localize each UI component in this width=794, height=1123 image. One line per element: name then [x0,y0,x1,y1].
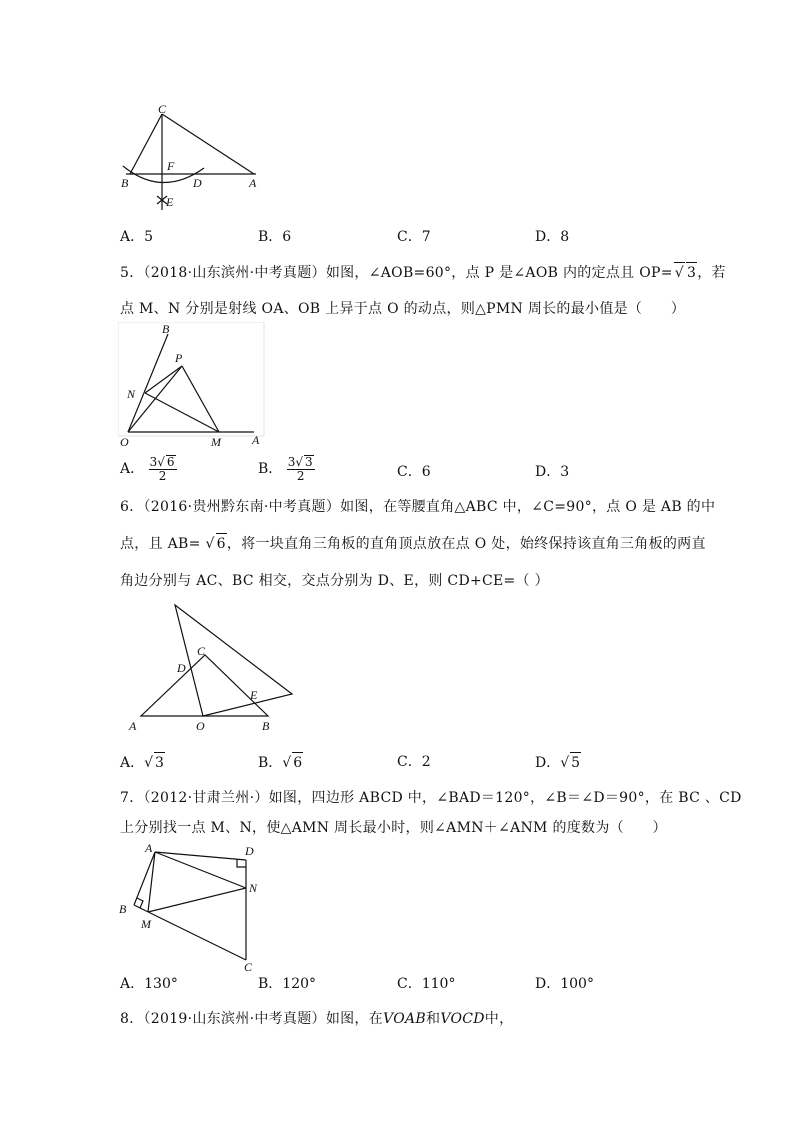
q6-triangle-ABC [141,655,268,716]
q7-line-MN [148,888,246,912]
q6-option-c[interactable]: C．2 [397,754,431,770]
q7-label-A: A [145,842,153,855]
q5-figure [118,322,268,452]
q6-label-A: A [129,719,137,733]
q7-label-N: N [249,881,258,895]
q4-label-B: B [121,176,129,190]
q6-label-D: D [177,661,186,675]
q5-line-OP [128,366,182,432]
q6-stem-line3: 角边分别与 AC、BC 相交，交点分别为 D、E，则 CD+CE=（ ） [120,573,549,589]
q6-option-a[interactable]: A．√ 3 [120,752,165,773]
q5-label-O: O [120,435,129,449]
q6-option-b[interactable]: B．√ 6 [258,752,303,773]
q4-option-b[interactable]: B．6 [258,229,292,245]
q7-line-AN [155,852,246,888]
q7-option-c[interactable]: C．110° [397,976,456,992]
q6-label-O: O [196,719,205,733]
q7-stem-line2: 上分别找一点 M、N，使△AMN 周长最小时，则∠AMN＋∠ANM 的度数为（ ） [120,820,667,836]
q4-label-C: C [158,104,167,116]
q7-option-d[interactable]: D．100° [535,976,594,992]
q7-label-D: D [245,844,254,858]
q5-option-b[interactable]: B． $\frac{3√ 3}{2}$ [258,455,313,483]
q6-figure [125,600,300,734]
q6-label-B: B [262,719,270,733]
q7-label-M: M [141,917,151,931]
q7-line-AD [155,852,246,860]
q5-stem-line1: 5．（2018·山东滨州·中考真题）如图，∠AOB=60°，点 P 是∠AOB 内的定点且 OP= √ 3，若 [120,262,726,283]
q5-label-B: B [162,322,170,336]
q7-option-a[interactable]: A．130° [120,976,178,992]
q4-line-CA [162,114,254,174]
q7-stem-line1: 7．（2012·甘肃兰州·）如图，四边形 ABCD 中，∠BAD＝120°，∠B＝∠D＝90°，在 BC 、CD [120,790,742,806]
q6-set-square [175,605,292,716]
q4-option-a[interactable]: A．5 [120,229,154,245]
q5-label-A: A [252,433,260,447]
q5-option-a[interactable]: A． $\frac{3√ 6}{2}$ [120,455,175,483]
q4-line-CB [130,114,162,174]
q5-label-N: N [127,387,136,401]
q7-figure [118,842,268,972]
q5-option-d[interactable]: D．3 [535,464,570,480]
q6-label-C: C [197,644,206,658]
q4-label-D: D [193,176,202,190]
q4-figure [118,104,268,212]
q5-stem-line2: 点 M、N 分别是射线 OA、OB 上异于点 O 的动点，则△PMN 周长的最小值是（ ） [120,301,686,317]
q6-option-d[interactable]: D．√ 5 [535,752,581,773]
q4-option-c[interactable]: C．7 [397,229,431,245]
q4-label-E: E [166,195,174,209]
q4-option-d[interactable]: D．8 [535,229,570,245]
q7-label-C: C [244,960,253,972]
q5-option-c[interactable]: C．6 [397,464,431,480]
q5-label-M: M [211,435,221,449]
q4-label-F: F [167,159,175,173]
q7-option-b[interactable]: B．120° [258,976,317,992]
q5-label-P: P [175,351,183,365]
q7-line-BC [134,905,246,960]
q7-label-B: B [119,902,127,916]
q6-label-E: E [250,688,258,702]
q4-label-A: A [249,176,257,190]
q5-ray-OB [128,334,168,432]
q6-stem-line2: 点，且 AB= √ 6，将一块直角三角板的直角顶点放在点 O 处，始终保持该直角三角板的两直 [120,533,706,554]
q6-stem-line1: 6．（2016·贵州黔东南·中考真题）如图，在等腰直角△ABC 中，∠C=90°，点 O 是 AB 的中 [120,499,716,515]
q8-stem-line1: 8．（2019·山东滨州·中考真题）如图，在VOAB和VOCD中， [120,1011,514,1027]
